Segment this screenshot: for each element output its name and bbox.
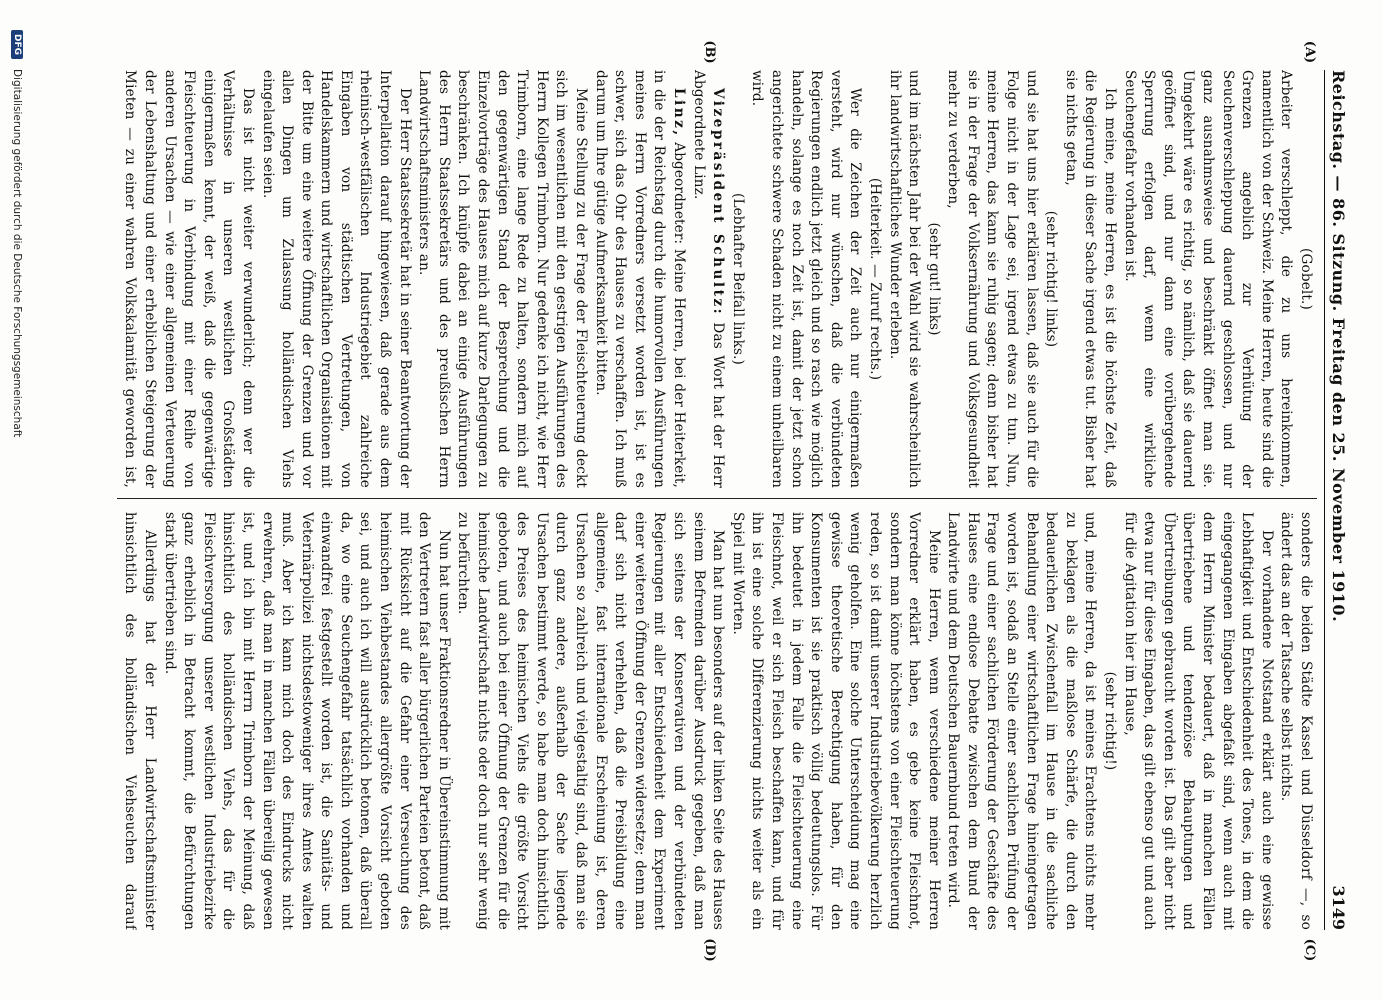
interjection: (sehr richtig! links) <box>1043 210 1060 348</box>
interjection: (Lebhafter Beifall links.) <box>729 192 746 366</box>
paragraph: und, meine Herren, da ist meines Erachtens nichts mehr zu beklagen als die maßlose Schärfe, die durch den bedauerlichen Zwischenfall im Hause in die sachliche Behandlung einer wirtschaftlichen Frage hineingetragen worden ist, sodaß an Stelle einer sachlichen Prüfung der Frage und einer sachlichen Förderung der Geschäfte des Hauses eine endlose Debatte zwischen dem Bund der Landwirte und dem Deutschen Bauernbund treten wird. <box>945 512 1099 930</box>
header-title: Reichstag. — 86. Sitzung. Freitag den 25. November 1910. <box>1329 70 1349 623</box>
paragraph: Das ist nicht weiter verwunderlich; denn wer die Verhältnisse in unseren westlichen Großstädten einigermaßen kennt, der weiß, daß die gegenwärtige Fleischteuerung in Verbindung mit einer Reihe von anderen Ursachen — wie einer allgemeinen Verteuerung der Lebenshaltung und einer erheblichen Steigerung der Mieten — zu einer wahren Volkskalamität geworden ist, <box>122 70 256 488</box>
interjection: (Gobelt.) <box>1298 248 1314 310</box>
margin-marker-a: (A) <box>1302 40 1317 64</box>
paragraph: und sie hat uns hier erklären lassen, daß sie auch für die Folge nicht in der Lage sei, irgend etwas zu tun. Nun, meine Herren, das kann sie ruhig sagen; denn bisher hat sie in der Frage der Volksernährung und Volksgesundheit mehr zu verderben, <box>945 70 1040 488</box>
paragraph: Ich meine, meine Herren, es ist die höchste Zeit, daß die Regierung in dieser Sache irgend etwas tut. Bisher hat sie nichts getan, <box>1062 70 1119 488</box>
paragraph: Allerdings hat der Herr Landwirtschaftsminister hinsichtlich des holländischen Viehseuchen darauf <box>122 512 158 930</box>
paragraph: sonders die beiden Städte Kassel und Düsseldorf —, so ändert das an der Tatsache selbst nichts. <box>1278 512 1314 930</box>
paragraph: Arbeiter verschleppt, die zu uns hereinkommen, namentlich von der Schweiz. Meine Herren, heute sind die Grenzen angeblich zur Verhütung der Seuchenverschleppung dauernd geschlossen, und nur ganz ausnahmsweise und beschränkt öffnet man sie. Umgekehrt wäre es richtig, so nämlich, daß sie dauernd geöffnet sind, und nur dann eine vorübergehende Sperrung erfolgen darf, wenn eine wirkliche Seuchengefahr vorhanden ist. <box>1121 70 1295 488</box>
right-text-column <box>120 512 1315 930</box>
page-number: 3149 <box>1329 885 1349 930</box>
paragraph: Der vorhandene Notstand erklärt auch eine gewisse Lebhaftigkeit und Entschiedenheit des Tones, in dem die eingegangenen Eingaben abgefaßt sind, wenn auch mit dem Herrn Minister bedauert, daß in manchen Fällen übertriebene und tendenziöse Behauptungen und Übertreibungen gebraucht worden ist. Das gilt aber nicht etwa nur für diese Eingaben, das gilt ebenso gut und auch für die Agitation hier im Hause, <box>1121 512 1275 930</box>
margin-marker-c: (C) <box>1302 938 1317 962</box>
page-header <box>1324 70 1353 930</box>
column-divider <box>117 498 1317 499</box>
paragraph: Meine Herren, wenn verschiedene meiner Herren Vorredner erklärt haben, es gebe keine Fleischnot, sondern man könne höchstens von einer Fleischteuerung reden, so ist damit unserer Industriebevölkerung herzlich wenig geholfen. Eine solche Unterscheidung mag eine gewisse theoretische Berechtigung haben, für den Konsumenten ist sie praktisch völlig bedeutungslos. Für ihn bedeutet in jedem Falle die Fleischteuerung eine Fleischnot, weil er sich Fleisch beschaffen kann, und für ihn ist eine solche Differenzierung nichts weiter als ein Spiel mit Worten. <box>729 512 942 930</box>
margin-marker-b: (B) <box>702 40 717 64</box>
paragraph: Wer die Zeichen der Zeit auch nur einigermaßen versteht, wird nur wünschen, daß die verbündeten Regierungen endlich jetzt gleich und so rasch wie möglich handeln, solange es noch Zeit ist, damit der jetzt schon angerichtete schwere Schaden nicht zu einem unheilbaren wird. <box>749 70 864 488</box>
paragraph: Vizepräsident Schultz: Das Wort hat der Herr Abgeordnete Linz. <box>690 70 727 488</box>
interjection: (sehr gut! links) <box>925 222 942 336</box>
interjection: (sehr richtig!) <box>1102 671 1119 771</box>
interjection: (Heiterkeit. — Zuruf rechts.) <box>866 177 883 381</box>
digitization-credit: Digitalisierung gefördert durch die Deutsche Forschungsgemeinschaft <box>11 69 23 438</box>
paragraph: Linz, Abgeordneter: Meine Herren, bei der Heiterkeit, in die der Reichstag durch die humorvollen Ausführungen meines Herrn Vorredners versetzt worden ist, ist es schwer, sich das Ohr des Hauses zu verschaffen. Ich muß darum um Ihre gütige Aufmerksamkeit bitten. <box>592 70 687 488</box>
dfg-logo: DFG <box>11 30 23 59</box>
page-footer <box>7 30 27 970</box>
paragraph: Meine Stellung zu der Frage der Fleischteuerung deckt sich im wesentlichen mit den gestrigen Ausführungen des Herrn Kollegen Trimborn. Nur gedenke ich nicht, wie Herr Trimborn, eine lange Rede zu halten, sondern mich auf den gegenwärtigen Stand der Besprechung und die Einzelvorträge des Hauses mich auf kurze Darlegungen zu beschränken. Ich knüpfe dabei an einige Ausführungen des Herrn Staatssekretärs und des preußischen Herrn Landwirtschaftsministers an. <box>416 70 590 488</box>
paragraph: und im nächsten Jahr bei der Wahl wird sie wahrscheinlich ihr landwirtschaftliches Wunder erleben. <box>886 70 923 488</box>
margin-marker-d: (D) <box>702 938 717 962</box>
paragraph: Man hat nun besonders auf der linken Seite des Hauses seinem Befremden darüber Ausdruck gegeben, daß man sich seitens der Konservativen und der verbündeten Regierungen mit aller Entschiedenheit dem Experiment einer weiteren Öffnung der Grenzen widersetze; denn man darf sich nicht verhehlen, daß die Preisbildung eine allgemeine, fast internationale Erscheinung ist, deren Ursachen so zahlreich und vielgestaltig sind, daß man sie durch ganz andere, außerhalb der Sache liegende Ursachen bestimmt werde, so habe man doch hinsichtlich des Preises des heimischen Viehs die größte Vorsicht geboten, und auch bei einer Öffnung der Grenzen für die heimische Landwirtschaft nichts oder doch nur sehr wenig zu befürchten. <box>455 512 727 930</box>
paragraph: Nun hat unser Fraktionsredner in Übereinstimmung mit den Vertretern fast aller bürgerlichen Parteien betont, daß mit Rücksicht auf die Gefahr einer Verseuchung des heimischen Viehbestandes allergrößte Vorsicht geboten sei, und auch ich will ausdrücklich betonen, daß überall da, wo eine Seuchengefahr tatsächlich vorhanden und einwandfrei festgestellt worden ist, die Sanitäts- und Veterinärpolizei nichtsdestoweniger ihres Amtes walten muß. Aber ich kann mich doch des Eindrucks nicht erwehren, daß man in manchen Fällen übereilig gewesen ist, und ich bin mit Herrn Trimborn der Meinung, daß hinsichtlich des holländischen Viehs, das für die Fleischversorgung unserer westlichen Industriebezirke ganz erheblich in Betracht kommt, die Befürchtungen stark übertrieben sind. <box>161 512 452 930</box>
left-text-column <box>120 70 1315 488</box>
paragraph: Der Herr Staatssekretär hat in seiner Beantwortung der Interpellation darauf hingewiesen, daß gerade aus dem rheinisch-westfälischen Industriegebiet zahlreiche Eingaben von städtischen Vertretungen, von Handelskammern und wirtschaftlichen Organisationen mit der Bitte um eine weitere Öffnung der Grenzen und vor allen Dingen um Zulassung holländischen Viehs eingelaufen seien. <box>259 70 413 488</box>
